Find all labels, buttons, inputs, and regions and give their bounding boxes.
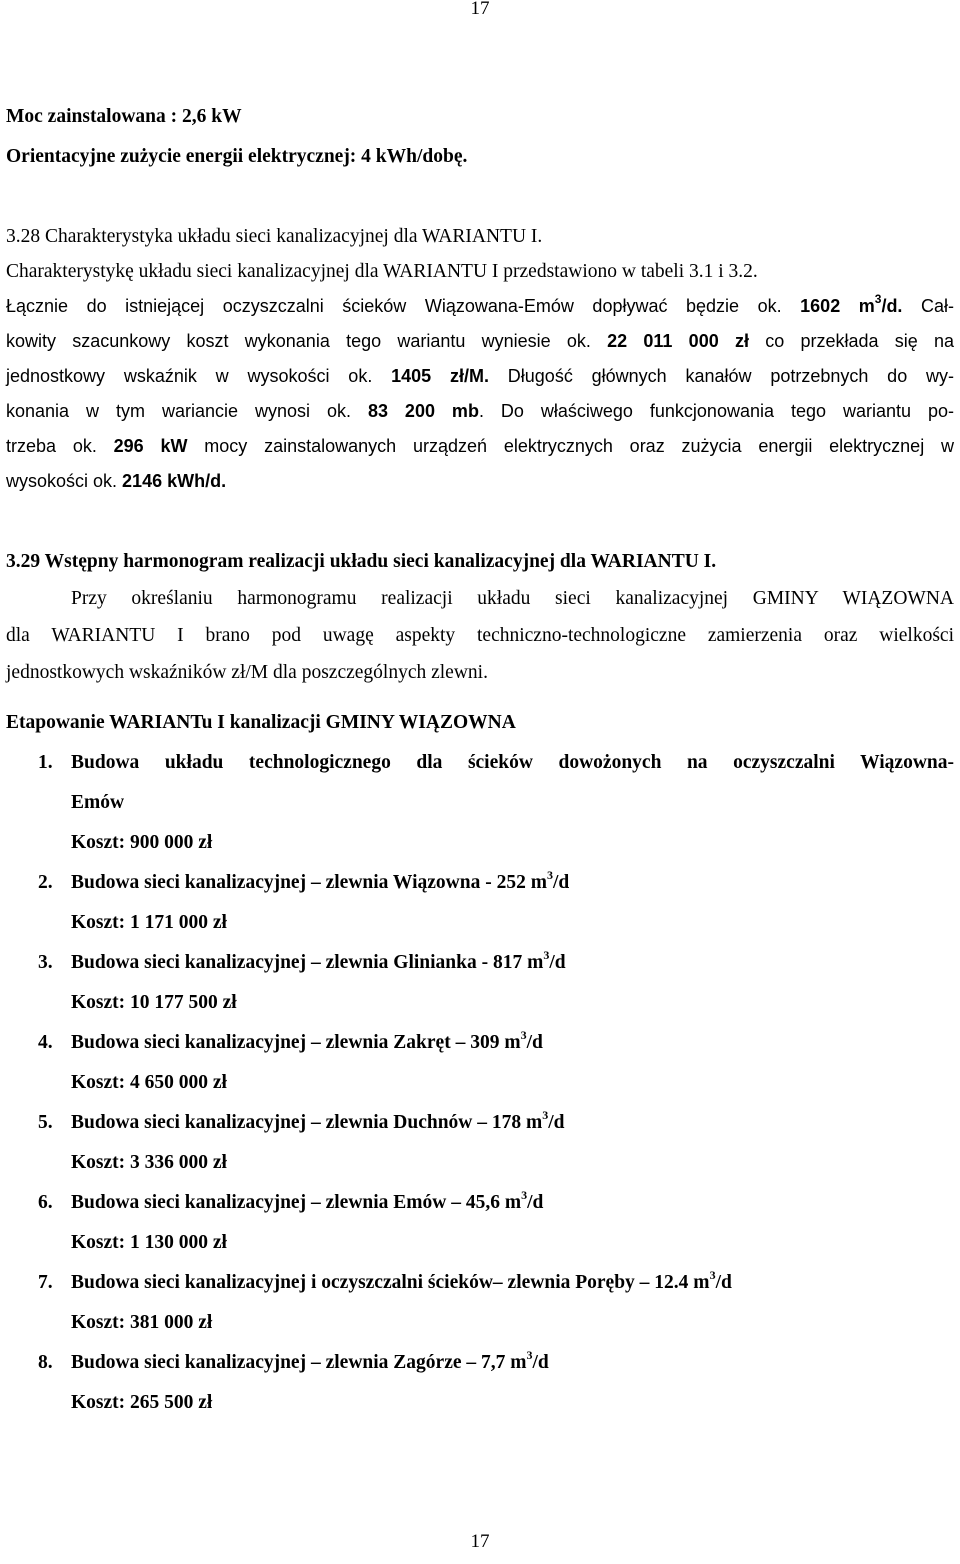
item-title	[71, 1268, 732, 1294]
item-title: Budowa układu technologicznego dla ścieków dowożonych na oczyszczalni Wiązowna-	[71, 752, 954, 773]
item-title	[71, 868, 570, 894]
item-unit: /d	[532, 1352, 549, 1373]
item-unit: /d	[548, 1112, 565, 1133]
text-run: mocy zainstalowanych urządzeń elektrycznych oraz zużycia energii elektrycznej w	[187, 436, 954, 456]
item-unit: /d	[526, 1032, 543, 1053]
item-number: 5.	[38, 1112, 53, 1133]
item-title	[71, 1108, 565, 1134]
item-cost: Koszt: 10 177 500 zł	[71, 992, 237, 1013]
item-title-continued: Emów	[71, 792, 125, 813]
item-number: 7.	[38, 1272, 53, 1293]
section-329-para-line-3: jednostkowych wskaźników zł/M dla poszczególnych zlewni.	[6, 662, 488, 683]
page-number-top: 17	[470, 0, 490, 19]
item-sup: 3	[526, 1348, 533, 1362]
section-329-heading: 3.29 Wstępny harmonogram realizacji układu sieci kanalizacyjnej dla WARIANTU I.	[6, 551, 717, 572]
item-title	[71, 1028, 543, 1054]
text-run: trzeba ok.	[6, 436, 114, 456]
section-328-line-5	[6, 401, 954, 422]
item-cost: Koszt: 381 000 zł	[71, 1312, 213, 1333]
item-title-text: Budowa sieci kanalizacyjnej i oczyszczalni ścieków– zlewnia Poręby – 12.4 m	[71, 1272, 710, 1293]
item-number: 3.	[38, 952, 53, 973]
item-unit: /d	[527, 1192, 544, 1213]
item-title-text: Budowa sieci kanalizacyjnej – zlewnia Duchnów – 178 m	[71, 1112, 543, 1133]
flow-value	[800, 292, 903, 316]
section-328-line-2	[6, 292, 954, 317]
item-sup: 3	[520, 1028, 527, 1042]
flow-number: 1602 m	[800, 296, 875, 316]
item-title-text: Budowa sieci kanalizacyjnej – zlewnia Zagórze – 7,7 m	[71, 1352, 527, 1373]
channel-length: 83 200 mb	[367, 401, 479, 421]
energy-usage-line: Orientacyjne zużycie energii elektrycznej: 4 kWh/dobę.	[6, 146, 468, 167]
text-run: co przekłada się na	[748, 331, 954, 351]
item-title-text: Budowa sieci kanalizacyjnej – zlewnia Emów – 45,6 m	[71, 1192, 522, 1213]
item-number: 4.	[38, 1032, 53, 1053]
section-328-heading: 3.28 Charakterystyka układu sieci kanalizacyjnej dla WARIANTU I.	[6, 226, 543, 247]
installed-power-line: Moc zainstalowana : 2,6 kW	[6, 106, 242, 127]
item-cost: Koszt: 4 650 000 zł	[71, 1072, 227, 1093]
item-number: 8.	[38, 1352, 53, 1373]
unit-indicator: 1405 zł/M.	[391, 366, 489, 386]
text-run: kowity szacunkowy koszt wykonania tego wariantu wyniesie ok.	[6, 331, 608, 351]
item-cost: Koszt: 265 500 zł	[71, 1392, 213, 1413]
section-328-line-1: Charakterystykę układu sieci kanalizacyjnej dla WARIANTU I przedstawiono w tabeli 3.1 i 3.2.	[6, 261, 758, 282]
text-run: jednostkowy wskaźnik w wysokości ok.	[6, 366, 392, 386]
item-cost: Koszt: 1 130 000 zł	[71, 1232, 227, 1253]
item-sup: 3	[709, 1268, 716, 1282]
text-run: Łącznie do istniejącej oczyszczalni ścieków Wiązowana-Emów dopływać będzie ok.	[6, 296, 801, 316]
stages-heading: Etapowanie WARIANTu I kanalizacji GMINY WIĄZOWNA	[6, 712, 516, 733]
item-sup: 3	[521, 1188, 528, 1202]
item-title	[71, 948, 566, 974]
section-329-para-line-2: dla WARIANTU I brano pod uwagę aspekty techniczno-technologiczne zamierzenia oraz wielkości	[6, 625, 954, 646]
item-unit: /d	[552, 872, 570, 893]
item-title-text: Budowa sieci kanalizacyjnej – zlewnia Wiązowna - 252 m	[71, 872, 547, 893]
item-sup: 3	[542, 1108, 549, 1122]
section-328-line-7	[6, 471, 226, 492]
item-cost: Koszt: 900 000 zł	[71, 832, 213, 853]
page-number-bottom: 17	[470, 1531, 490, 1552]
text-run: wysokości ok.	[6, 471, 123, 491]
text-run: Długość głównych kanałów potrzebnych do wy-	[488, 366, 954, 386]
flow-unit: /d.	[881, 296, 903, 316]
total-cost: 22 011 000 zł	[607, 331, 749, 351]
item-cost: Koszt: 1 171 000 zł	[71, 912, 227, 933]
text-run: Cał-	[902, 296, 954, 316]
daily-energy: 2146 kWh/d.	[122, 471, 227, 491]
text-run: . Do właściwego funkcjonowania tego wariantu po-	[478, 401, 954, 421]
item-number: 6.	[38, 1192, 53, 1213]
item-title-text: Budowa sieci kanalizacyjnej – zlewnia Glinianka - 817 m	[71, 952, 544, 973]
text-run: konania w tym wariancie wynosi ok.	[6, 401, 368, 421]
section-328-line-4	[6, 366, 954, 387]
item-unit: /d	[715, 1272, 732, 1293]
item-cost: Koszt: 3 336 000 zł	[71, 1152, 227, 1173]
section-329-para-line-1: Przy określaniu harmonogramu realizacji układu sieci kanalizacyjnej GMINY WIĄZOWNA	[71, 588, 954, 609]
item-number: 1.	[38, 752, 53, 773]
item-title	[71, 1348, 549, 1374]
item-sup: 3	[543, 948, 550, 962]
section-328-line-3	[6, 331, 954, 352]
section-328-line-6	[6, 436, 954, 457]
item-title	[71, 1188, 544, 1214]
item-number: 2.	[38, 872, 53, 893]
item-sup: 3	[546, 868, 553, 882]
installed-power: 296 kW	[113, 436, 188, 456]
item-unit: /d	[549, 952, 566, 973]
flow-sup: 3	[874, 292, 882, 306]
item-title-text: Budowa sieci kanalizacyjnej – zlewnia Zakręt – 309 m	[71, 1032, 521, 1053]
